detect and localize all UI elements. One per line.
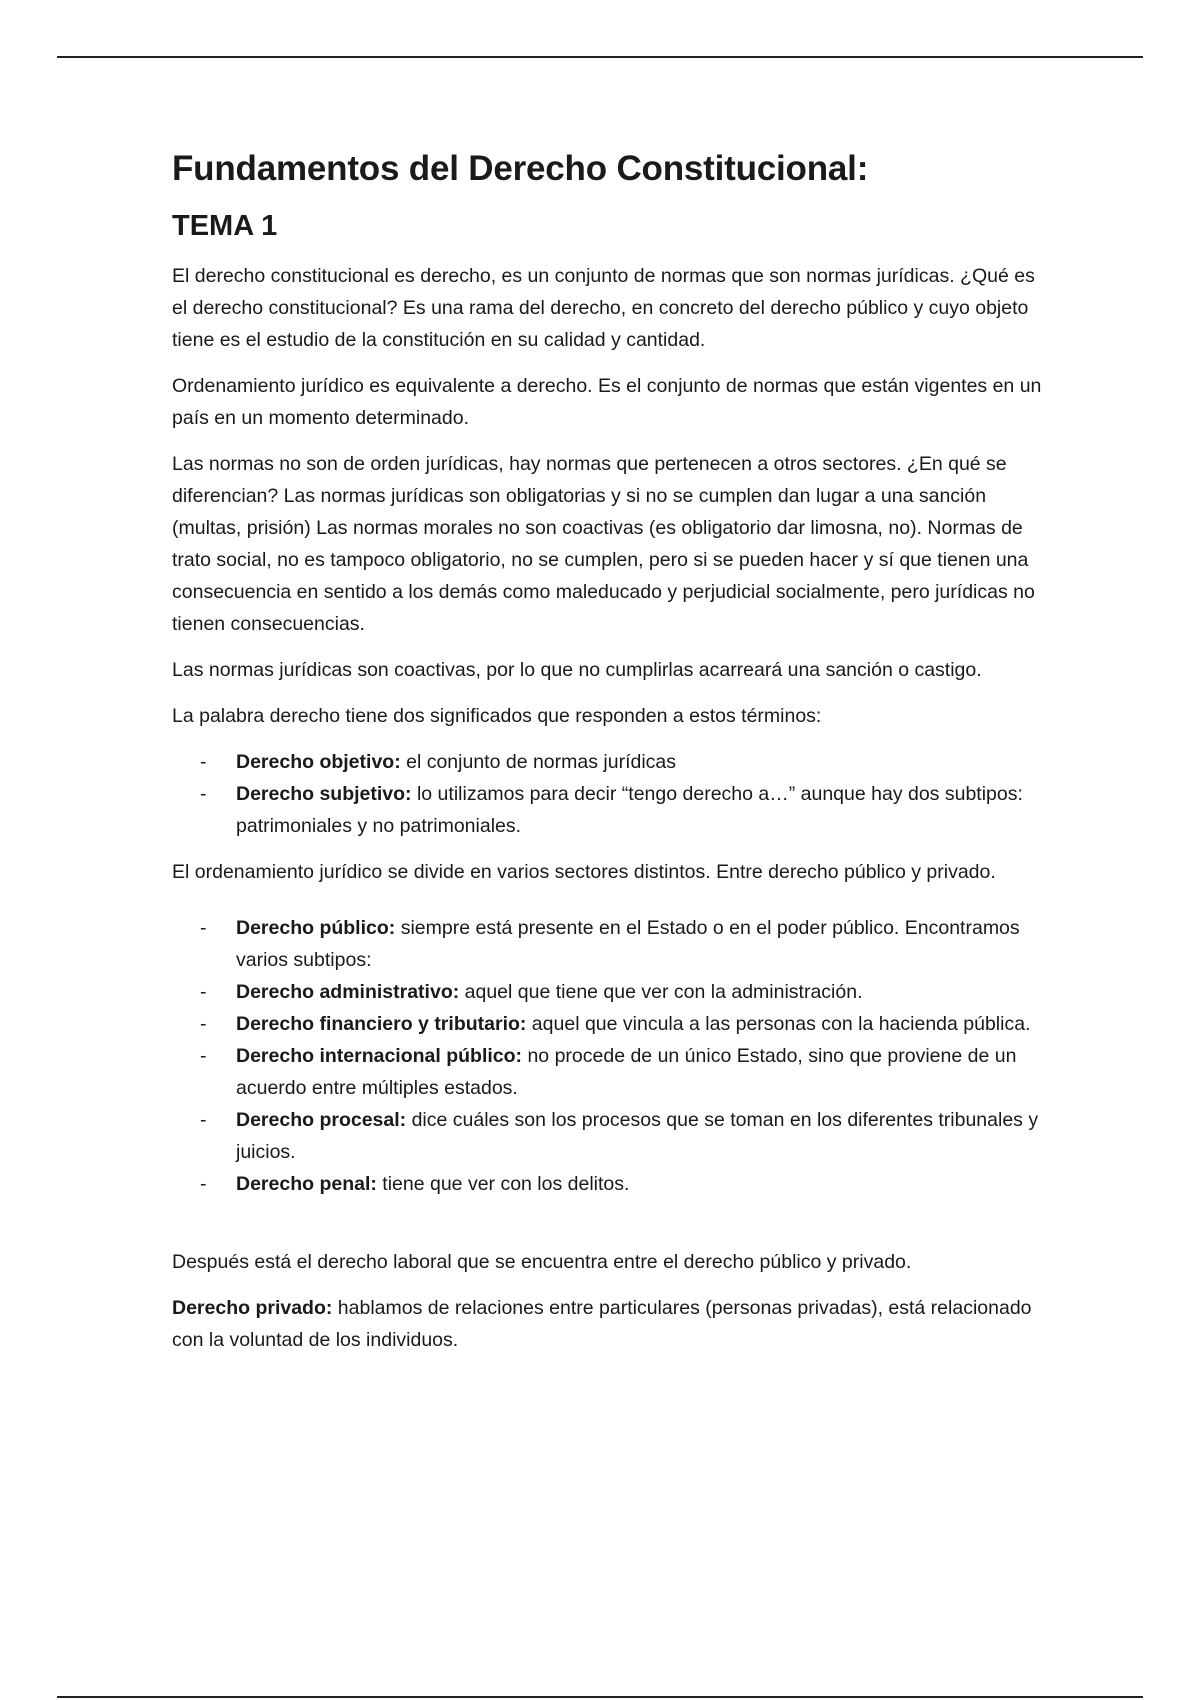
document-subtitle: TEMA 1 xyxy=(172,210,278,242)
paragraph-normas: Las normas no son de orden jurídicas, hay normas que pertenecen a otros sectores. ¿En qué se diferencian? Las normas jurídicas son obligatorias y si no se cumplen dan lugar a una sanción (multas, prisión) Las normas morales no son coactivas (es obligatorio dar limosna, no). Normas de trato social, no es tampoco obligatorio, no se cumplen, pero si se pueden hacer y sí que tienen una consecuencia en sentido a los demás como maleducado y perjudicial socialmente, pero jurídicas no tienen consecuencias. xyxy=(172,453,1035,635)
list-sectors xyxy=(172,912,1042,1200)
dash-bullet: - xyxy=(200,1013,207,1035)
private-law-text: hablamos de relaciones entre particulares (personas privadas), está relacionado con la voluntad de los individuos. xyxy=(172,1297,1032,1351)
list-item xyxy=(172,1040,1042,1104)
list-item xyxy=(172,1168,1042,1200)
paragraph-ordenamiento: Ordenamiento jurídico es equivalente a derecho. Es el conjunto de normas que están vigentes en un país en un momento determinado. xyxy=(172,375,1042,429)
list-item-text: siempre está presente en el Estado o en el poder público. Encontramos varios subtipos: xyxy=(236,917,1020,971)
private-law-term: Derecho privado: xyxy=(172,1297,333,1319)
list-item-text: aquel que vincula a las personas con la hacienda pública. xyxy=(526,1013,1031,1035)
paragraph-laboral: Después está el derecho laboral que se encuentra entre el derecho público y privado. xyxy=(172,1251,912,1273)
list-item-text: lo utilizamos para decir “tengo derecho a…” aunque hay dos subtipos: patrimoniales y no patrimoniales. xyxy=(236,783,1023,837)
dash-bullet: - xyxy=(200,751,207,773)
dash-bullet: - xyxy=(200,1045,207,1067)
list-item-term: Derecho objetivo: xyxy=(236,751,401,773)
list-item-term: Derecho penal: xyxy=(236,1173,377,1195)
list-item xyxy=(172,976,1042,1008)
paragraph-privado xyxy=(172,1292,1042,1356)
list-item xyxy=(172,1008,1042,1040)
list-item-text: el conjunto de normas jurídicas xyxy=(400,751,677,773)
paragraph-coactivas: Las normas jurídicas son coactivas, por lo que no cumplirlas acarreará una sanción o castigo. xyxy=(172,659,982,681)
list-item-text: tiene que ver con los delitos. xyxy=(376,1173,630,1195)
paragraph-significados: La palabra derecho tiene dos significados que responden a estos términos: xyxy=(172,705,822,727)
dash-bullet: - xyxy=(200,1173,207,1195)
list-item xyxy=(172,746,1042,778)
list-item-text: dice cuáles son los procesos que se toman en los diferentes tribunales y juicios. xyxy=(236,1109,1039,1163)
paragraph-definition: El derecho constitucional es derecho, es un conjunto de normas que son normas jurídicas. ¿Qué es el derecho constitucional? Es una rama del derecho, en concreto del derecho público y cuyo objeto tiene es el estudio de la constitución en su calidad y cantidad. xyxy=(172,265,1035,351)
list-item-term: Derecho internacional público: xyxy=(236,1045,523,1067)
dash-bullet: - xyxy=(200,917,207,939)
list-meanings xyxy=(172,746,1042,842)
dash-bullet: - xyxy=(200,1109,207,1131)
dash-bullet: - xyxy=(200,783,207,805)
paragraph-sectores: El ordenamiento jurídico se divide en varios sectores distintos. Entre derecho público y privado. xyxy=(172,861,996,883)
list-item-term: Derecho financiero y tributario: xyxy=(236,1013,527,1035)
document-title: Fundamentos del Derecho Constitucional: xyxy=(172,149,869,188)
list-item-text: aquel que tiene que ver con la administración. xyxy=(459,981,863,1003)
list-item-term: Derecho administrativo: xyxy=(236,981,460,1003)
dash-bullet: - xyxy=(200,981,207,1003)
list-item-term: Derecho subjetivo: xyxy=(236,783,412,805)
list-item-term: Derecho procesal: xyxy=(236,1109,407,1131)
list-item xyxy=(172,912,1042,976)
document-page xyxy=(172,142,1042,1356)
list-item-text: no procede de un único Estado, sino que proviene de un acuerdo entre múltiples estados. xyxy=(236,1045,1017,1099)
footer-rule xyxy=(57,1696,1143,1698)
list-item xyxy=(172,1104,1042,1168)
list-item-term: Derecho público: xyxy=(236,917,396,939)
list-item xyxy=(172,778,1042,842)
header-rule xyxy=(57,56,1143,58)
